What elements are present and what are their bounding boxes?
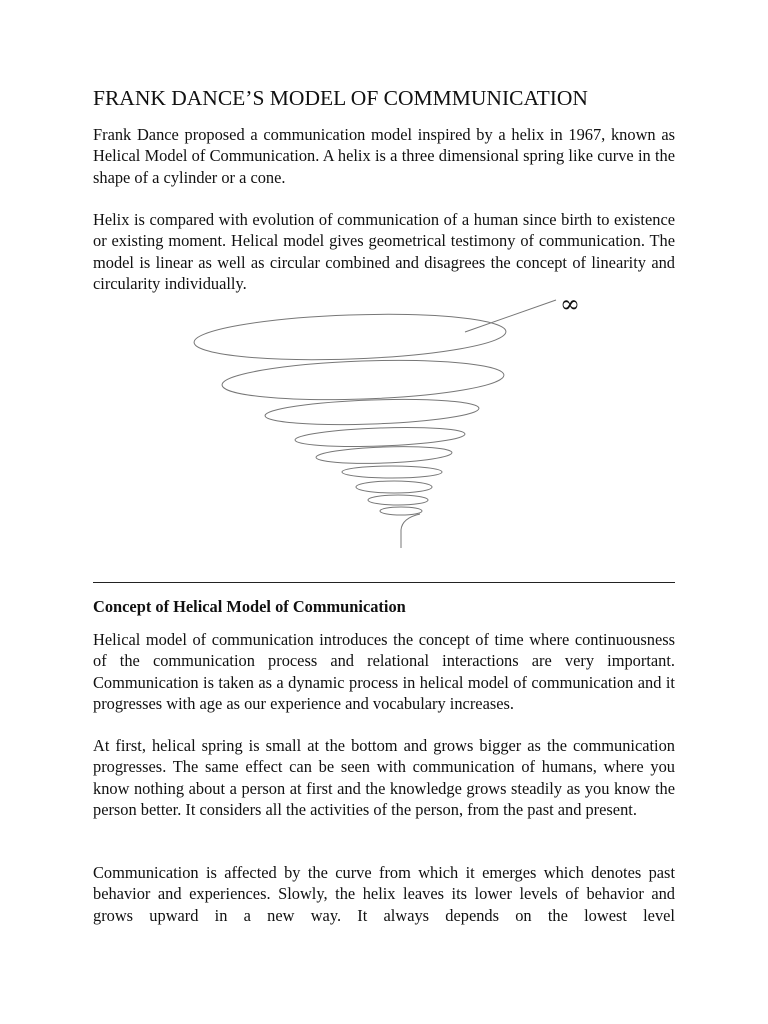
paragraph-text: Frank Dance proposed a communication model inspired by a helix in 1967, known as Helical Model of Communication. A helix is a three dimensional spring like curve in the shape of a cylinder or a cone. xyxy=(93,125,675,187)
helix-loop xyxy=(368,495,428,505)
paragraph-text: Helical model of communication introduces the concept of time where continuousness of the communication process and relational interactions are very important. Communication is taken as a dynamic process in helical model of communication and it progresses with age as our experience and vocabulary increases. xyxy=(93,630,675,713)
paragraph-text: Communication is affected by the curve from which it emerges which denotes past behavior and experiences. Slowly, the helix leaves its lower levels of behavior and grows upward in a new way. It always depends on the lowest level xyxy=(93,863,675,925)
helix-loop xyxy=(295,425,466,449)
section-heading: Concept of Helical Model of Communication xyxy=(93,597,406,616)
page-title: FRANK DANCE’S MODEL OF COMMMUNICATION xyxy=(93,86,588,110)
section-paragraph-3 xyxy=(93,862,675,926)
paragraph-text: At first, helical spring is small at the bottom and grows bigger as the communication progresses. The same effect can be seen with communication of humans, where you know nothing about a person at first and the knowledge grows steadily as you know the person better. It considers all the activities of the person, from the past and present. xyxy=(93,736,675,819)
helix-loop xyxy=(342,466,442,478)
helix-loop xyxy=(265,396,480,427)
infinity-symbol: ∞ xyxy=(560,290,580,318)
section-paragraph-1 xyxy=(93,629,675,714)
helix-loop xyxy=(221,356,504,404)
helix-loop xyxy=(356,481,432,493)
helix-loop xyxy=(380,507,422,515)
section-paragraph-2 xyxy=(93,735,675,820)
paragraph-text: Helix is compared with evolution of communication of a human since birth to existence or existing moment. Helical model gives geometrical testimony of communication. The model is linear as well as circular combined and disagrees the concept of linearity and circularity individually. xyxy=(93,210,675,293)
helix-tail-line xyxy=(465,300,556,332)
section-divider xyxy=(93,582,675,583)
section-heading-wrap xyxy=(93,597,675,617)
helix-stem xyxy=(401,514,420,548)
helix-loop xyxy=(316,445,452,466)
helix-loop xyxy=(193,310,506,365)
